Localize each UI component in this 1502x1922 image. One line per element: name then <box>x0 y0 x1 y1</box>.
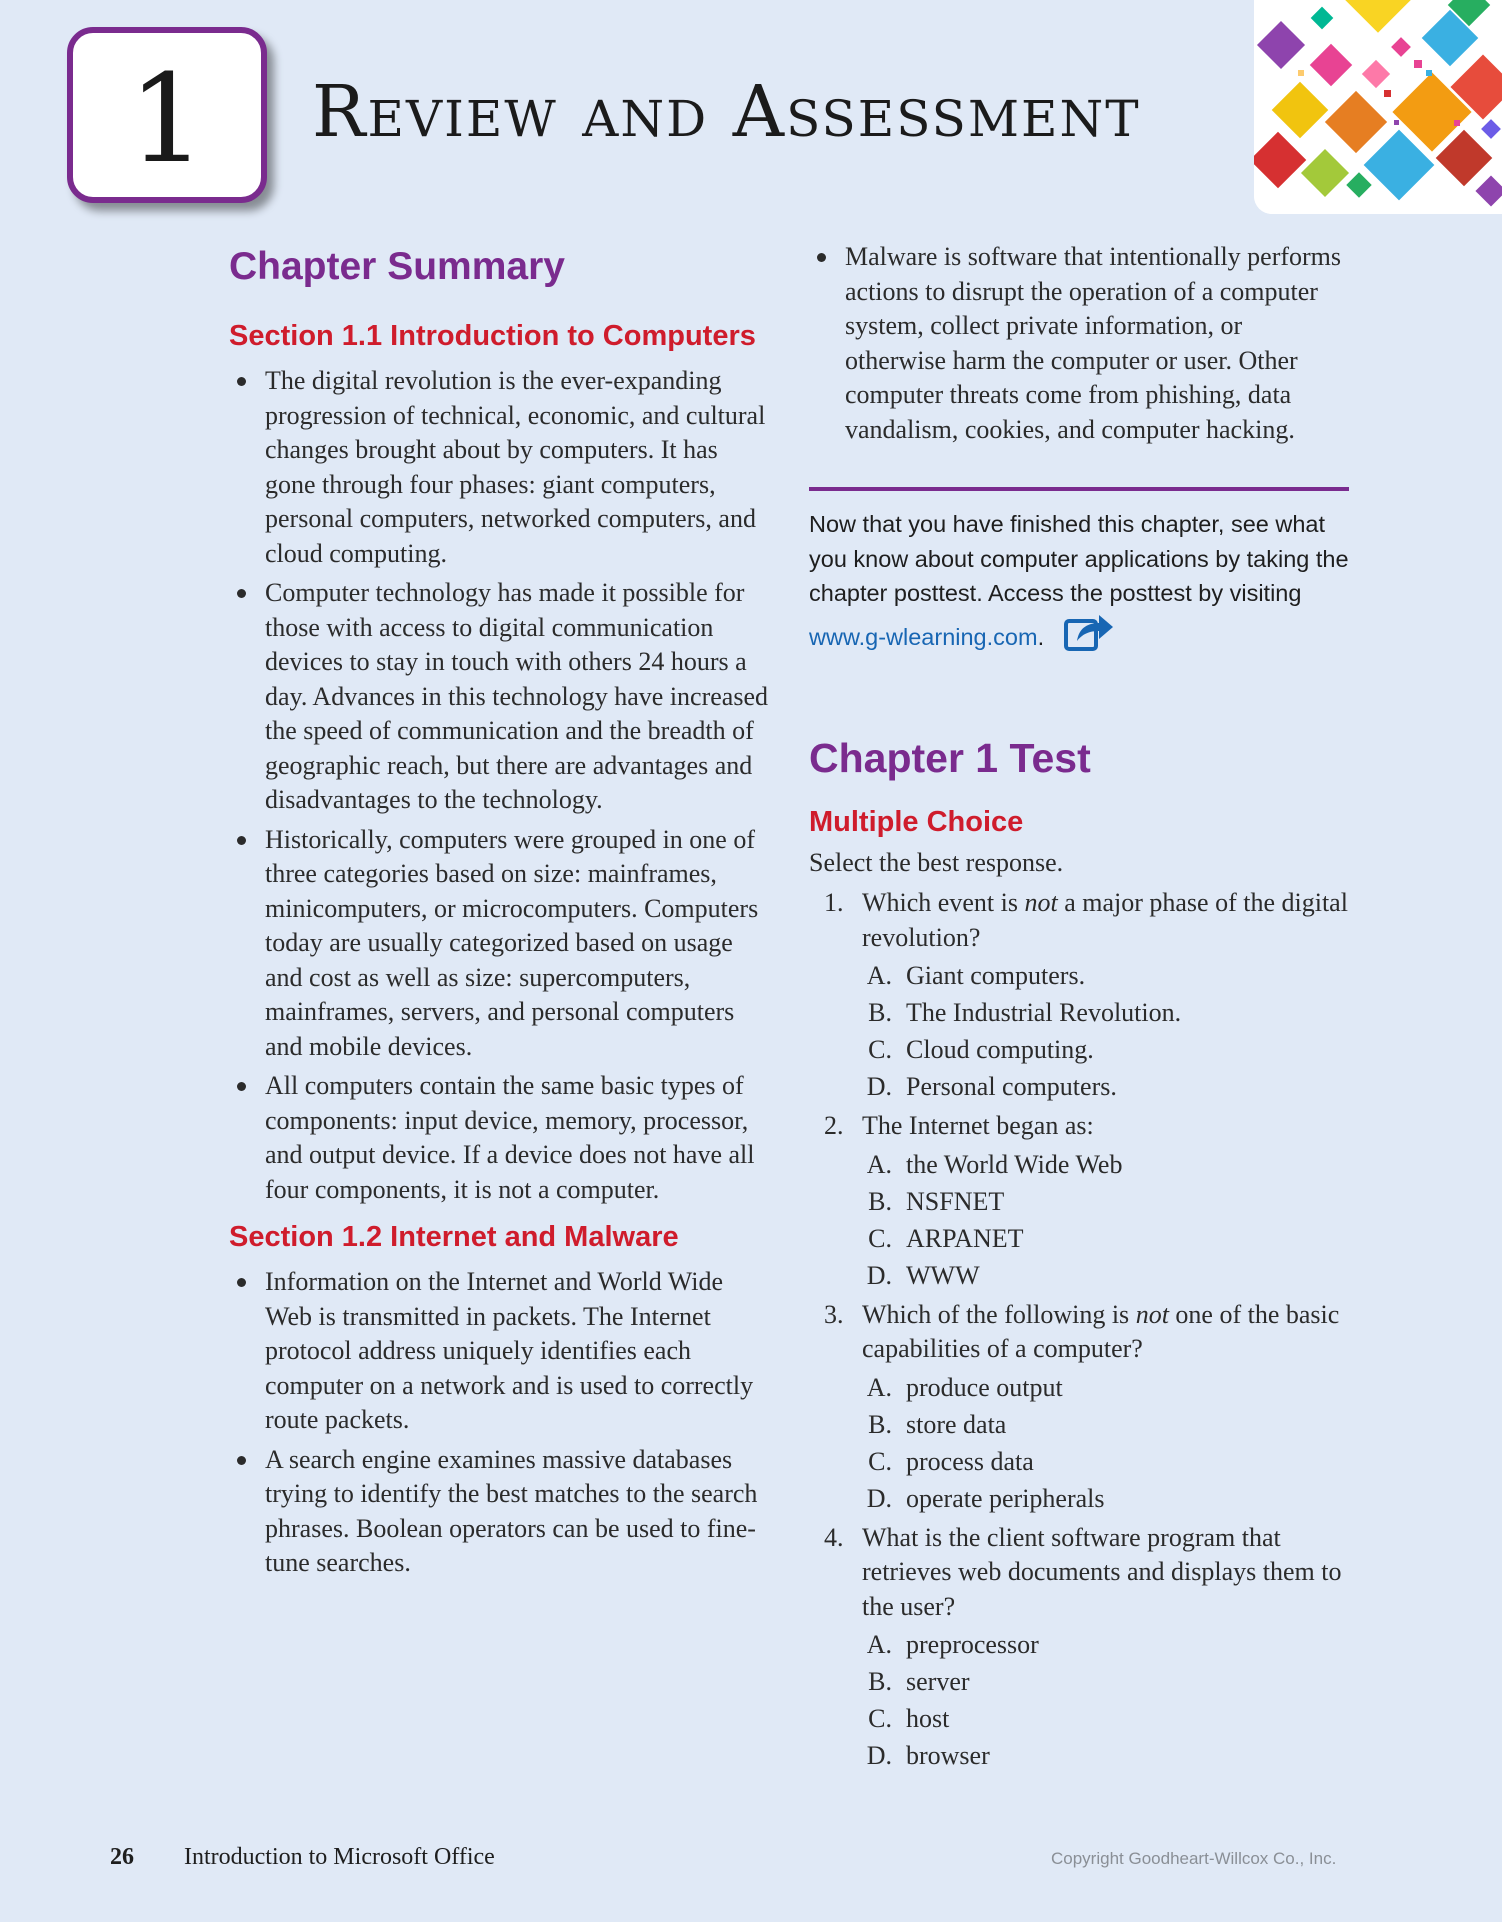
answer-option[interactable] <box>862 1663 1349 1700</box>
answer-options <box>862 957 1349 1105</box>
left-column <box>229 238 769 1586</box>
list-item: Historically, computers were grouped in one of three categories based on size: mainframes, minicomputers, or microcomputers. Computers today are usually categorized based on usage and cost as well as size: supercomputers, mainframes, servers, and personal computers and mobile devices. <box>229 823 769 1065</box>
option-text: host <box>906 1704 950 1733</box>
question-item <box>809 1521 1349 1775</box>
option-letter: D. <box>866 1260 892 1290</box>
option-text: browser <box>906 1741 990 1770</box>
chapter-summary-heading: Chapter Summary <box>229 245 565 288</box>
chapter-number-badge <box>67 27 267 203</box>
option-text: server <box>906 1667 970 1696</box>
option-letter: B. <box>868 998 892 1027</box>
posttest-text-end: . <box>1037 623 1045 650</box>
question-list <box>809 886 1349 1774</box>
option-letter: D. <box>866 1741 892 1770</box>
test-instructions: Select the best response. <box>809 848 1064 877</box>
external-link-icon[interactable] <box>1063 611 1115 663</box>
posttest-text: Now that you have finished this chapter, see what you know about computer applications by taking the chapter posttest. Access the posttest by visiting <box>809 511 1349 606</box>
option-text: Cloud computing. <box>906 1035 1094 1064</box>
answer-option[interactable] <box>862 1068 1349 1105</box>
option-letter: B. <box>868 1667 892 1696</box>
list-item: The digital revolution is the ever-expanding progression of technical, economic, and cultural changes brought about by computers. It has gone through four phases: giant computers, personal computers, networked computers, and cloud computing. <box>229 364 769 571</box>
question-item <box>809 1298 1349 1517</box>
option-text: store data <box>906 1409 1007 1439</box>
divider <box>809 487 1349 491</box>
option-text: process data <box>906 1446 1034 1476</box>
section-1-2-bullet-list-continued <box>809 240 1349 447</box>
option-text: ARPANET <box>906 1223 1024 1253</box>
section-1-2-heading: Section 1.2 Internet and Malware <box>229 1221 679 1253</box>
option-letter: D. <box>866 1483 892 1513</box>
multiple-choice-heading: Multiple Choice <box>809 806 1024 838</box>
answer-options <box>862 1369 1349 1517</box>
section-1-1-heading: Section 1.1 Introduction to Computers <box>229 320 756 352</box>
posttest-callout <box>809 507 1349 662</box>
list-item: Information on the Internet and World Wide Web is transmitted in packets. The Internet protocol address uniquely identifies each computer on a network and is used to correctly route packets. <box>229 1265 769 1438</box>
answer-option[interactable] <box>862 994 1349 1031</box>
option-letter: D. <box>866 1072 892 1101</box>
question-text: one of the basic capabilities of a computer? <box>862 1299 1340 1363</box>
option-letter: C. <box>868 1035 892 1064</box>
answer-options <box>862 1146 1349 1294</box>
section-1-2-bullet-list <box>229 1265 769 1581</box>
option-letter: A. <box>866 961 892 990</box>
option-text: Giant computers. <box>906 961 1086 990</box>
option-letter: C. <box>868 1704 892 1733</box>
list-item: Malware is software that intentionally performs actions to disrupt the operation of a computer system, collect private information, or otherwise harm the computer or user. Other computer threats come from phishing, data vandalism, cookies, and computer hacking. <box>809 240 1349 447</box>
option-letter: A. <box>866 1372 892 1402</box>
question-text: a major phase of the digital revolution? <box>862 888 1348 952</box>
list-item: All computers contain the same basic types of components: input device, memory, processor, and output device. If a device does not have all four components, it is not a computer. <box>229 1069 769 1207</box>
answer-option[interactable] <box>862 1146 1349 1183</box>
right-column <box>809 240 1349 1774</box>
option-text: NSFNET <box>906 1186 1005 1216</box>
answer-option[interactable] <box>862 957 1349 994</box>
chapter-test-heading: Chapter 1 Test <box>809 735 1091 781</box>
answer-option[interactable] <box>862 1183 1349 1220</box>
page-title: Review and Assessment <box>312 70 1141 153</box>
question-emphasis: not <box>1135 1299 1169 1329</box>
option-letter: A. <box>866 1630 892 1659</box>
book-title: Introduction to Microsoft Office <box>184 1844 495 1870</box>
decorative-diamond-pattern <box>1254 0 1502 214</box>
answer-option[interactable] <box>862 1737 1349 1774</box>
answer-option[interactable] <box>862 1220 1349 1257</box>
option-letter: B. <box>868 1409 892 1439</box>
question-text: Which of the following is <box>862 1299 1136 1329</box>
answer-option[interactable] <box>862 1406 1349 1443</box>
answer-option[interactable] <box>862 1480 1349 1517</box>
question-number: 2. <box>824 1111 844 1140</box>
answer-option[interactable] <box>862 1700 1349 1737</box>
answer-option[interactable] <box>862 1443 1349 1480</box>
option-letter: C. <box>868 1223 892 1253</box>
question-text: Which event is <box>862 888 1025 917</box>
option-text: Personal computers. <box>906 1072 1117 1101</box>
list-item: Computer technology has made it possible for those with access to digital communication devices to stay in touch with others 24 hours a day. Advances in this technology have increased the speed of communication and the breadth of geographic reach, but there are advantages and disadvantages to the technology. <box>229 576 769 818</box>
section-1-1-bullet-list <box>229 364 769 1207</box>
option-letter: A. <box>866 1149 892 1179</box>
question-number: 4. <box>824 1522 844 1552</box>
answer-option[interactable] <box>862 1626 1349 1663</box>
option-letter: C. <box>868 1446 892 1476</box>
answer-options <box>862 1626 1349 1774</box>
option-text: The Industrial Revolution. <box>906 998 1182 1027</box>
posttest-link[interactable]: www.g-wlearning.com <box>809 623 1038 650</box>
question-text: The Internet began as: <box>862 1111 1094 1140</box>
answer-option[interactable] <box>862 1031 1349 1068</box>
answer-option[interactable] <box>862 1369 1349 1406</box>
answer-option[interactable] <box>862 1257 1349 1294</box>
option-text: operate peripherals <box>906 1483 1105 1513</box>
question-number: 1. <box>824 888 844 917</box>
copyright-notice: Copyright Goodheart-Willcox Co., Inc. <box>1051 1849 1337 1868</box>
question-emphasis: not <box>1024 888 1058 917</box>
question-item <box>809 886 1349 1105</box>
list-item: A search engine examines massive databases trying to identify the best matches to the search phrases. Boolean operators can be used to fine-tune searches. <box>229 1443 769 1581</box>
option-letter: B. <box>868 1186 892 1216</box>
option-text: produce output <box>906 1372 1063 1402</box>
option-text: preprocessor <box>906 1630 1039 1659</box>
question-number: 3. <box>824 1299 844 1329</box>
question-item <box>809 1109 1349 1294</box>
question-text: What is the client software program that retrieves web documents and displays them to the user? <box>862 1522 1342 1621</box>
chapter-number: 1 <box>128 48 206 190</box>
option-text: the World Wide Web <box>906 1149 1123 1179</box>
option-text: WWW <box>906 1260 980 1290</box>
page-number: 26 <box>110 1844 134 1870</box>
